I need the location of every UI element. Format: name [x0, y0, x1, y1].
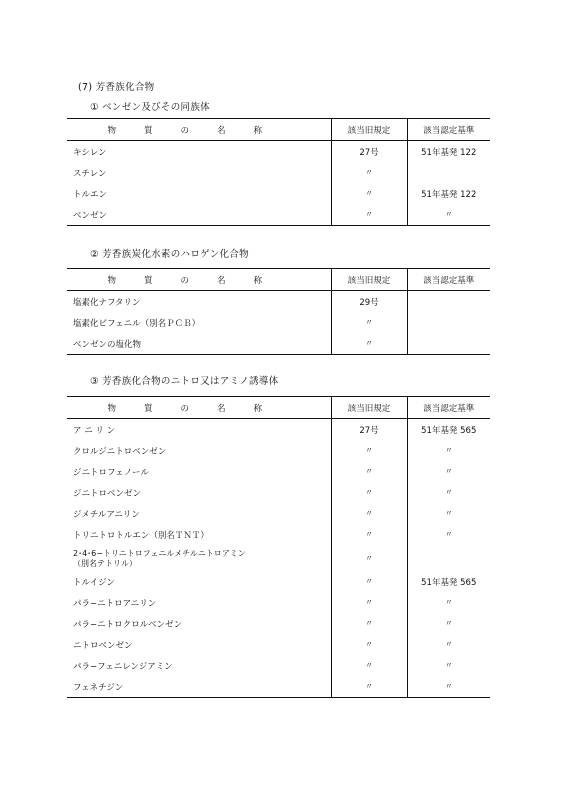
certification-standard: 51年基発 565	[407, 571, 490, 592]
table-row	[67, 291, 490, 313]
old-regulation: 〃	[331, 545, 407, 571]
header-certification-standard: 該当認定基準	[407, 269, 490, 291]
substance-name: トルイジン	[73, 577, 115, 588]
old-regulation: 〃	[331, 503, 407, 524]
substance-name-line-2: （別名テトリル）	[73, 558, 137, 568]
old-regulation: 〃	[331, 592, 407, 613]
substance-name: パラ−ニトロクロルベンゼン	[73, 619, 183, 630]
table-row	[67, 571, 490, 592]
certification-standard: 51年基発 122	[407, 141, 490, 163]
substance-name: キシレン	[73, 147, 107, 158]
old-regulation: 〃	[331, 333, 407, 355]
table-row	[67, 592, 490, 613]
table-header-row	[67, 269, 490, 291]
substance-name: ア ニ リ ン	[73, 425, 116, 436]
section-3-table	[67, 396, 490, 698]
table-row	[67, 333, 490, 355]
certification-standard: 〃	[407, 524, 490, 545]
substance-name: スチレン	[73, 168, 107, 179]
header-certification-standard: 該当認定基準	[407, 397, 490, 419]
table-row	[67, 440, 490, 461]
substance-name-line-1: 2･4･6−トリニトロフェニルメチルニトロアミン	[73, 548, 246, 558]
table-row	[67, 461, 490, 482]
old-regulation: 〃	[331, 676, 407, 698]
substance-name: パラ−フェニレンジアミン	[73, 661, 173, 672]
substance-name: クロルジニトロベンゼン	[73, 446, 167, 457]
certification-standard	[407, 312, 490, 333]
substance-name: ベンゼン	[73, 210, 108, 221]
table-row	[67, 141, 490, 163]
certification-standard: 51年基発 565	[407, 419, 490, 441]
table-row	[67, 204, 490, 226]
old-regulation: 〃	[331, 440, 407, 461]
substance-name: ベンゼンの塩化物	[73, 339, 142, 350]
chapter-heading: (7) 芳香族化合物	[78, 82, 155, 93]
table-row	[67, 482, 490, 503]
certification-standard	[407, 333, 490, 355]
old-regulation: 27号	[331, 419, 407, 441]
table-row	[67, 419, 490, 441]
old-regulation: 〃	[331, 613, 407, 634]
header-old-regulation: 該当旧規定	[331, 397, 407, 419]
header-old-regulation: 該当旧規定	[331, 119, 407, 141]
table-header-row	[67, 119, 490, 141]
old-regulation: 〃	[331, 634, 407, 655]
certification-standard: 〃	[407, 655, 490, 676]
substance-name: ジニトロフェノール	[73, 467, 149, 478]
section-1-table	[67, 118, 490, 226]
old-regulation: 29号	[331, 291, 407, 313]
certification-standard: 〃	[407, 440, 490, 461]
substance-name: 塩素化ナフタリン	[73, 297, 141, 308]
certification-standard: 〃	[407, 482, 490, 503]
table-row	[67, 183, 490, 204]
header-certification-standard: 該当認定基準	[407, 119, 490, 141]
old-regulation: 27号	[331, 141, 407, 163]
old-regulation: 〃	[331, 524, 407, 545]
substance-name: トルエン	[73, 189, 108, 200]
substance-name: ニトロベンゼン	[73, 640, 133, 651]
section-2-title: ② 芳香族炭化水素のハロゲン化合物	[90, 249, 249, 260]
substance-name: パラ−ニトロアニリン	[73, 598, 157, 609]
header-name: 物質の名称	[67, 269, 331, 291]
table-row	[67, 655, 490, 676]
certification-standard	[407, 291, 490, 313]
certification-standard: 〃	[407, 634, 490, 655]
certification-standard: 〃	[407, 592, 490, 613]
old-regulation: 〃	[331, 461, 407, 482]
substance-name: ジメチルアニリン	[73, 509, 140, 520]
substance-name: トリニトロトルエン（別名ＴＮＴ）	[73, 530, 209, 541]
old-regulation: 〃	[331, 162, 407, 183]
certification-standard: 51年基発 122	[407, 183, 490, 204]
certification-standard: 〃	[407, 613, 490, 634]
section-3-title: ③ 芳香族化合物のニトロ又はアミノ誘導体	[90, 376, 279, 387]
table-row	[67, 162, 490, 183]
section-1-title: ① ベンゼン及びその同族体	[90, 102, 210, 113]
certification-standard: 〃	[407, 676, 490, 698]
substance-name	[67, 545, 331, 571]
certification-standard	[407, 545, 490, 571]
old-regulation: 〃	[331, 655, 407, 676]
certification-standard: 〃	[407, 503, 490, 524]
old-regulation: 〃	[331, 204, 407, 226]
substance-name: 塩素化ビフェニル（別名ＰＣＢ）	[73, 318, 201, 329]
table-row	[67, 634, 490, 655]
header-name: 物質の名称	[67, 397, 331, 419]
certification-standard: 〃	[407, 461, 490, 482]
substance-name: ジニトロベンゼン	[73, 488, 142, 499]
table-row	[67, 312, 490, 333]
header-name: 物質の名称	[67, 119, 331, 141]
section-2-table	[67, 268, 490, 355]
substance-name: フェネチジン	[73, 682, 124, 693]
old-regulation: 〃	[331, 571, 407, 592]
certification-standard	[407, 162, 490, 183]
table-row	[67, 503, 490, 524]
table-row	[67, 545, 490, 571]
old-regulation: 〃	[331, 312, 407, 333]
old-regulation: 〃	[331, 482, 407, 503]
table-header-row	[67, 397, 490, 419]
header-old-regulation: 該当旧規定	[331, 269, 407, 291]
certification-standard: 〃	[407, 204, 490, 226]
table-row	[67, 613, 490, 634]
old-regulation: 〃	[331, 183, 407, 204]
table-row	[67, 676, 490, 698]
table-row	[67, 524, 490, 545]
